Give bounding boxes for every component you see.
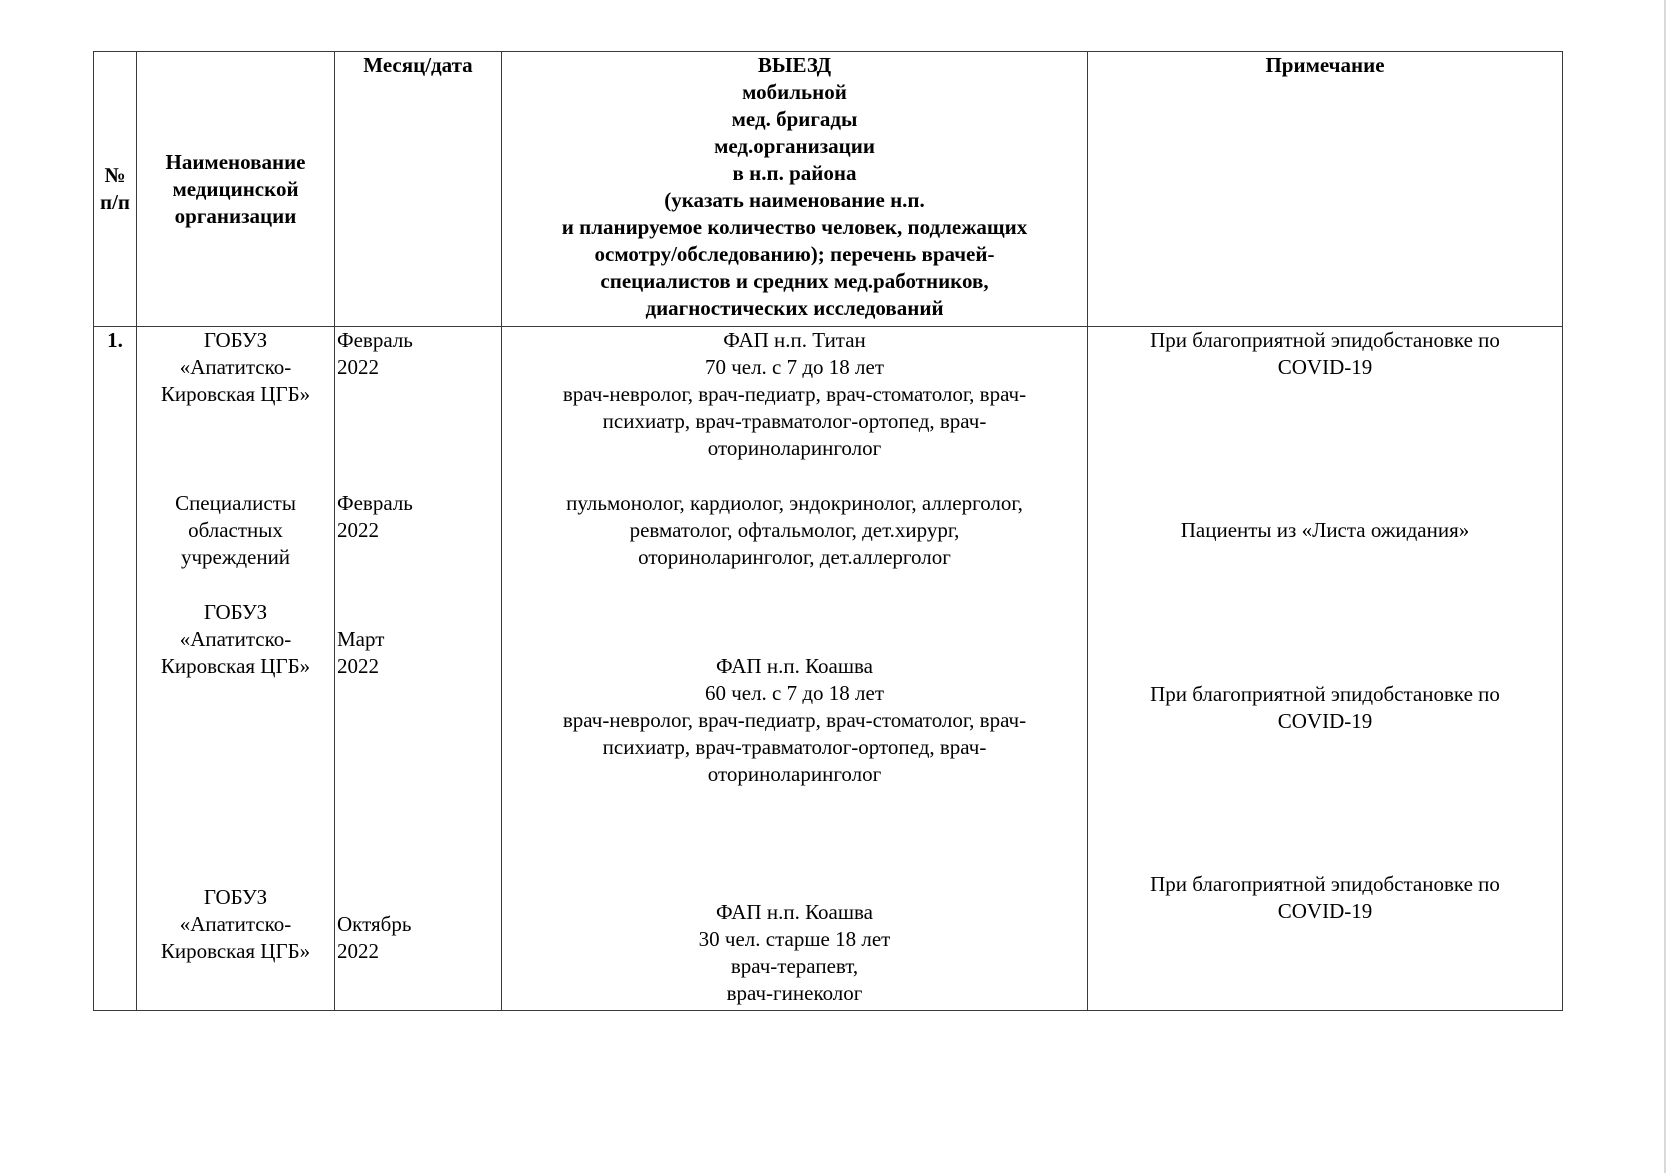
header-visit-line: (указать наименование н.п. — [664, 188, 925, 212]
date-entry — [337, 626, 499, 680]
date-entry — [337, 327, 499, 381]
org-line: ГОБУЗ — [203, 885, 268, 909]
date-line: Октябрь — [337, 912, 412, 936]
note-line: COVID-19 — [1277, 355, 1373, 379]
visit-line: оториноларинголог — [707, 436, 882, 460]
header-visit-line: специалистов и средних мед.работников, — [600, 269, 989, 293]
header-visit-line: ВЫЕЗД — [757, 53, 832, 77]
org-cell — [137, 327, 335, 1011]
date-line: Март — [337, 627, 385, 651]
note-line: COVID-19 — [1277, 899, 1373, 923]
visit-line: оториноларинголог, дет.аллерголог — [638, 545, 951, 569]
note-line: При благоприятной эпидобстановке по — [1150, 682, 1500, 706]
date-line: Февраль — [337, 328, 413, 352]
visit-line: ревматолог, офтальмолог, дет.хирург, — [629, 518, 960, 542]
visit-entry — [504, 899, 1085, 1007]
date-line: 2022 — [337, 939, 379, 963]
visit-line: врач-невролог, врач-педиатр, врач-стоматолог, врач- — [562, 382, 1027, 406]
visit-line: пульмонолог, кардиолог, эндокринолог, аллерголог, — [566, 491, 1023, 515]
org-line: Кировская ЦГБ» — [160, 939, 311, 963]
org-line: «Апатитско- — [179, 355, 292, 379]
visit-line: оториноларинголог — [707, 762, 882, 786]
table-row — [94, 327, 1563, 1011]
date-entry — [337, 911, 499, 965]
note-entry — [1090, 871, 1560, 925]
org-line: ГОБУЗ — [203, 328, 268, 352]
note-line: При благоприятной эпидобстановке по — [1150, 328, 1500, 352]
org-line: Кировская ЦГБ» — [160, 382, 311, 406]
visit-line: психиатр, врач-травматолог-ортопед, врач- — [602, 409, 987, 433]
visit-line: врач-гинеколог — [726, 981, 863, 1005]
org-line: «Апатитско- — [179, 912, 292, 936]
header-visit-line: диагностических исследований — [645, 296, 944, 320]
org-entry — [139, 490, 332, 571]
org-line: областных — [188, 518, 283, 542]
note-line: При благоприятной эпидобстановке по — [1150, 872, 1500, 896]
visit-line: 60 чел. с 7 до 18 лет — [704, 681, 885, 705]
visit-line: психиатр, врач-травматолог-ортопед, врач- — [602, 735, 987, 759]
org-line: «Апатитско- — [179, 627, 292, 651]
visit-line: 30 чел. старше 18 лет — [698, 927, 891, 951]
org-line: ГОБУЗ — [203, 600, 268, 624]
visit-line: врач-терапевт, — [730, 954, 859, 978]
date-line: 2022 — [337, 654, 379, 678]
header-note: Примечание — [1088, 52, 1563, 327]
date-entry — [337, 490, 499, 544]
header-visit — [502, 52, 1088, 327]
org-line: Специалисты — [175, 491, 296, 515]
org-entry — [139, 327, 332, 408]
header-visit-line: мед. бригады — [731, 107, 858, 131]
visit-line: врач-невролог, врач-педиатр, врач-стоматолог, врач- — [562, 708, 1027, 732]
date-cell — [335, 327, 502, 1011]
date-line: 2022 — [337, 355, 379, 379]
header-visit-line: и планируемое количество человек, подлежащих — [561, 215, 1028, 239]
visit-entry — [504, 490, 1085, 571]
header-visit-line: осмотру/обследованию); перечень врачей- — [594, 242, 995, 266]
note-cell — [1088, 327, 1563, 1011]
visit-line: ФАП н.п. Коашва — [716, 900, 873, 924]
date-line: 2022 — [337, 518, 379, 542]
visit-cell — [502, 327, 1088, 1011]
header-visit-line: мобильной — [742, 80, 847, 104]
org-line: учреждений — [180, 545, 291, 569]
note-entry — [1090, 517, 1560, 544]
note-line: Пациенты из «Листа ожидания» — [1180, 518, 1470, 542]
header-date: Месяц/дата — [335, 52, 502, 327]
header-num: № п/п — [94, 52, 137, 327]
org-entry — [139, 599, 332, 680]
org-line: Кировская ЦГБ» — [160, 654, 311, 678]
note-entry — [1090, 681, 1560, 735]
row-number: 1. — [94, 327, 137, 1011]
header-row — [94, 52, 1563, 327]
visit-line: 70 чел. с 7 до 18 лет — [704, 355, 885, 379]
note-entry — [1090, 327, 1560, 381]
schedule-table — [93, 51, 1563, 1011]
header-visit-line: в н.п. района — [732, 161, 857, 185]
org-entry — [139, 884, 332, 965]
visit-line: ФАП н.п. Титан — [723, 328, 866, 352]
header-org: Наименование медицинской организации — [137, 52, 335, 327]
visit-entry — [504, 653, 1085, 788]
visit-entry — [504, 327, 1085, 462]
note-line: COVID-19 — [1277, 709, 1373, 733]
date-line: Февраль — [337, 491, 413, 515]
header-visit-line: мед.организации — [714, 134, 875, 158]
visit-line: ФАП н.п. Коашва — [716, 654, 873, 678]
